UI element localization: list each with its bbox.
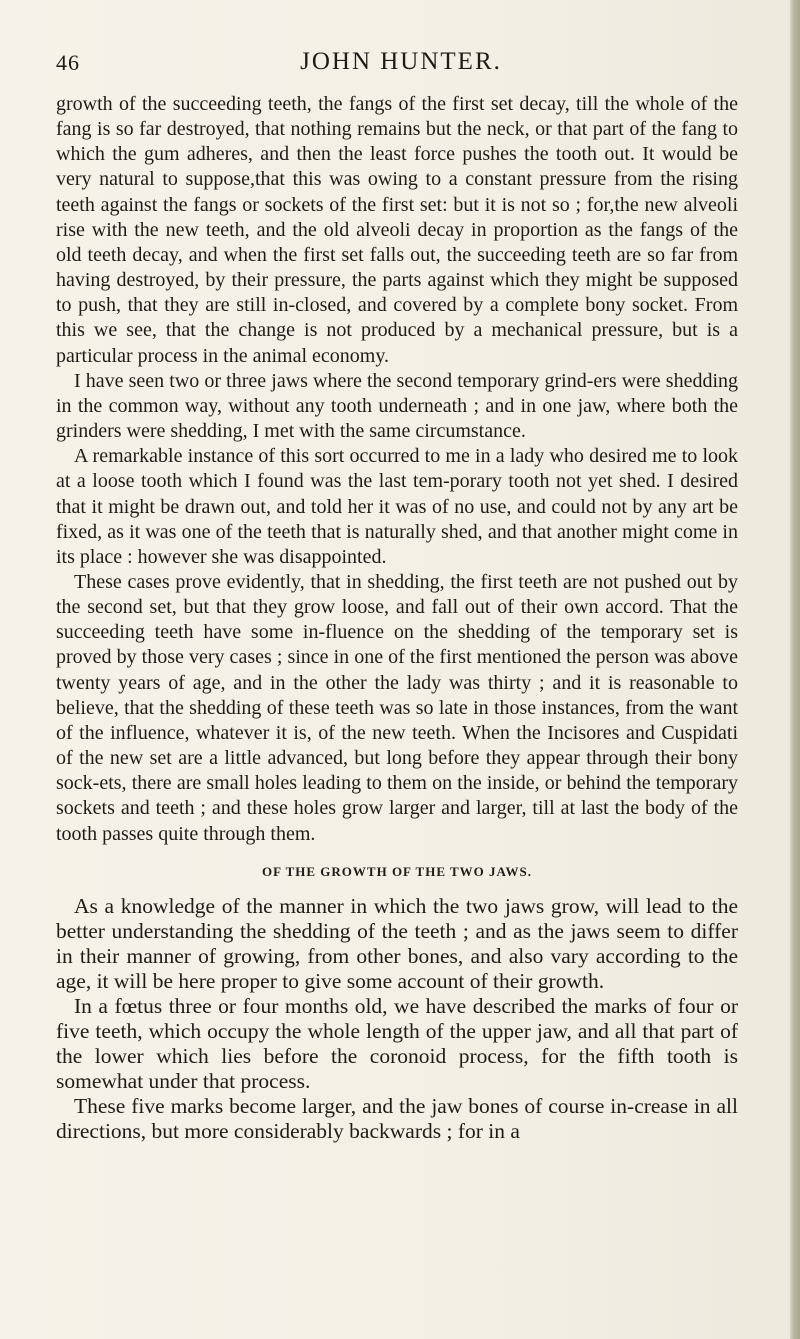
running-title: JOHN HUNTER.: [300, 48, 502, 75]
paragraph-5: As a knowledge of the manner in which the two jaws grow, will lead to the better understanding the shedding of the teeth ; and as the jaws seem to differ in their manner of growing, from other bones, and also vary according to the age, it will be here proper to give some account of their growth.: [56, 893, 738, 993]
page-header: [56, 44, 746, 84]
page-edge-shadow: [790, 0, 800, 1339]
paragraph-1: growth of the succeeding teeth, the fangs of the first set decay, till the whole of the fang is so far destroyed, that nothing remains but the neck, or that part of the fang to which the gum adheres, and then the least force pushes the tooth out. It would be very natural to suppose,that this was owing to a constant pressure from the rising teeth against the fangs or sockets of the first set: but it is not so ; for,the new alveoli rise with the new teeth, and the old alveoli decay in proportion as the fangs of the old teeth decay, and when the first set falls out, the succeeding teeth are so far from having destroyed, by their pressure, the parts against which they might be supposed to push, that they are still in-closed, and covered by a complete bony socket. From this we see, that the change is not produced by a mechanical pressure, but is a particular process in the animal economy.: [56, 93, 738, 367]
section-body: [56, 894, 738, 1144]
paragraph-3: A remarkable instance of this sort occurred to me in a lady who desired me to look at a loose tooth which I found was the last tem-porary tooth not yet shed. I desired that it might be drawn out, and told her it was of no use, and could not by any art be fixed, as it was one of the teeth that is naturally shed, and that another might come in its place : however she was disappointed.: [56, 445, 738, 568]
paragraph-2: I have seen two or three jaws where the second temporary grind-ers were shedding in the common way, without any tooth underneath ; and in one jaw, where both the grinders were shedding, I met with the same circumstance.: [56, 369, 738, 443]
paragraph-7: These five marks become larger, and the jaw bones of course in-crease in all directions, but more considerably backwards ; for in a: [56, 1093, 738, 1143]
section-heading: OF THE GROWTH OF THE TWO JAWS.: [262, 863, 532, 879]
paragraph-6: In a fœtus three or four months old, we have described the marks of four or five teeth, which occupy the whole length of the upper jaw, and all that part of the lower which lies before the coronoid process, for the fifth tooth is somewhat under that process.: [56, 993, 738, 1093]
paragraph-4: These cases prove evidently, that in shedding, the first teeth are not pushed out by the second set, but that they grow loose, and fall out of their own accord. That the succeeding teeth have some in-fluence on the shedding of the temporary set is proved by those very cases ; since in one of the first mentioned the person was above twenty years of age, and in the other the lady was thirty ; and it is reasonable to believe, that the shedding of these teeth was so late in those instances, from the want of the influence, whatever it is, of the new teeth. When the Incisores and Cuspidati of the new set are a little advanced, but long before they appear through their bony sock-ets, there are small holes leading to them on the inside, or behind the temporary sockets and teeth ; and these holes grow larger and larger, till at last the body of the tooth passes quite through them.: [56, 570, 738, 845]
page-number: 46: [56, 50, 80, 75]
body-text: [56, 92, 738, 1144]
